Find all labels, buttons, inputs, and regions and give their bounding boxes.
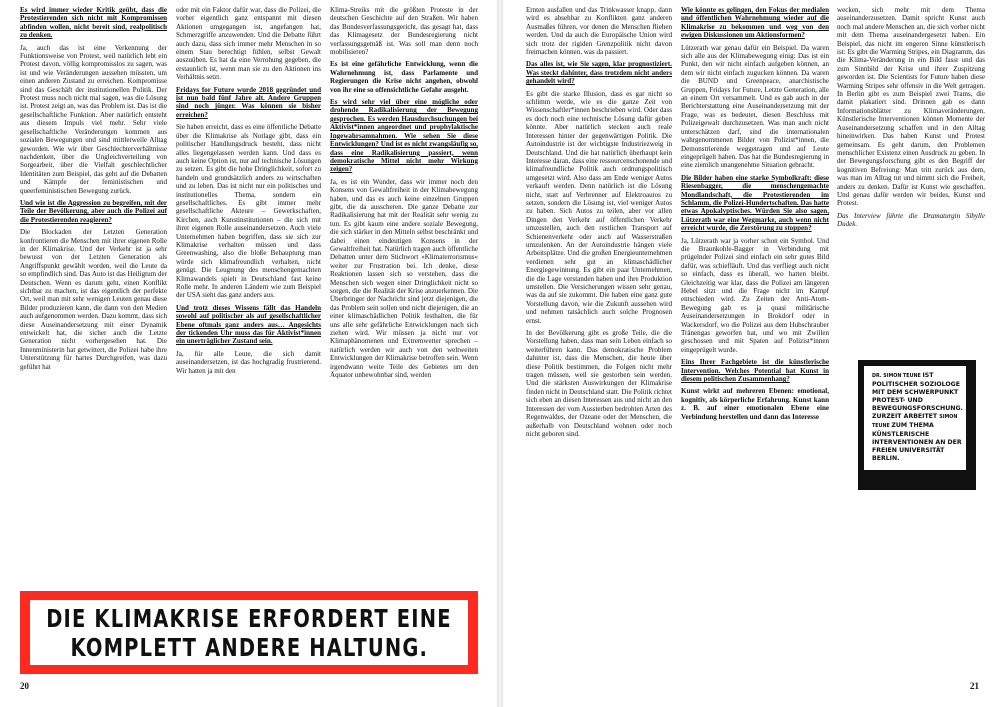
- interview-question: Eins Ihrer Fachgebiete ist die künstlerische Intervention. Welches Potential hat Kunst in diesem politischen Zusammenhang?: [681, 358, 829, 384]
- interview-answer: Ernten ausfallen und das Trinkwasser knapp, dann wird es absehbar zu Konflikten ganz anderen Ausmaßes führen, vor denen die Menschen fliehen werden. Und da auch die Europäische Union wird sich trotz der rigiden Grenzpolitik nicht davon freimachen können, was da passiert.: [526, 6, 672, 57]
- interview-answer: In der Bevölkerung gibt es große Teile, die die Vorstellung haben, dass man sein Leben einfach so weiterführen kann. Das demokratische Problem dahinter ist, dass die Menschen, die heute über diese Politik bestimmen, die Folgen nicht mehr tragen müssen, weil sie gestorben sein werden. Und die stärksten Auswirkungen der Klimakrise finden nicht in Deutschland statt. Die Politik richtet sich eben an diesen Interessen aus und nicht an den Interessen der vom Aussterben bedrohten Arten des Regenwaldes, der Ozeane oder der Menschen, die außerhalb von Deutschland wohnen oder noch nicht geboren sind.: [526, 329, 672, 438]
- right-column-2: [681, 6, 829, 696]
- pull-quote-banner: [20, 591, 478, 674]
- interview-answer: Sie haben erreicht, dass es eine öffentliche Debatte über die Klimakrise als Notlage gibt, dass ein politischer Handlungsdruck besteht, dass nicht alles liegengelassen werden kann. Und dass es auch keine Option ist, nur auf technische Lösungen zu setzen. Es gibt die hohe Dringlichkeit, sofort zu handeln und grundsätzlich anders zu wirtschaften und zu leben. Das ist nicht nur ein politisches und institutionelles Thema, sondern ein gesellschaftliches. Es gibt immer mehr gesellschaftliche Akteure – Gewerkschaften, Kirchen, auch Kunstinstitutionen – die sich mit ihrer eigenen Rolle auseinandersetzen. Auch viele Unternehmen haben begriffen, dass sie sich zur Klimakrise verhalten müssen und dass Greenwashing, also die bloße Behauptung man würde sich klimafreundlich verhalten, nicht genügt. Die Leugnung des menschengemachten Klimawandels spielt in Deutschland fast keine Rolle mehr. In anderen Ländern wie zum Beispiel der USA sieht das ganz anders aus.: [176, 123, 321, 300]
- interview-answer: Lützerath war genau dafür ein Beispiel. Da waren sich alle aus der Klimabewegung einig: Das ist ein Punkt, den wir nicht einfach aufgeben können, an dem wir nicht einfach zugucken können. Da waren die BUND und Greenpeace, anarchistische Gruppen, Fridays for Future, Letzte Generation, alle an einem Ort versammelt. Und es gab auch in der Berichterstattung eine Auseinandersetzung mit der Frage, was es bedeutet, diesen Beschluss mit Polizeigewalt durchzusetzen. Was man auch nicht unterschätzen darf, sind die internationalen wahrgenommenen Bilder von Polizist*innen, die Demonstrierende weggetragen und auf Leute eingeprügelt haben. Das hat die Bundesregierung in eine ziemlich unangenehme Situation gebracht.: [681, 43, 829, 170]
- author-bio-box: [858, 360, 976, 490]
- interview-answer: Ja, für alle Leute, die sich damit auseinandersetzen, ist das hochgradig frustrierend. Wir hatten ja mit den: [176, 349, 321, 375]
- right-column-1: [526, 6, 672, 696]
- interview-question: Fridays for Future wurde 2018 gegründet und ist nun bald fünf Jahre alt. Andere Gruppen sind noch jünger. Was können sie bisher erreichen?: [176, 85, 321, 119]
- page-number-left: 20: [20, 681, 29, 691]
- interview-answer: wecken, sich mehr mit dem Thema auseinanderzusetzen. Damit spricht Kunst auch noch mal andere Menschen an, die sich vorher nicht mit dem Thema auseinandergesetzt haben. Ein Beispiel, das nicht im engeren Sinne künstlerisch ist: Es gibt die Warming Stripes, ein Diagramm, das die Klima-Veränderung in ein Bild fasst und das zum Sinnbild der Krise und ihrer Zuspitzung geworden ist. Die Scientists for Future haben diese Warming Stripes sehr offensiv in die Welt getragen. In Berlin gibt es zum Beispiel zwei Trams, die damit plakatiert sind. Drinnen gab es dann Informationsblätter zu Klimaveränderungen. Künstlerische Interventionen können Momente der Auseinandersetzung schaffen und in den Alltag hineinwirken. Das haben Kunst und Protest gemeinsam. Es geht darum, den Problemen menschlicher Existenz einen Ausdruck zu geben. In der Bewegungsforschung gibt es den Begriff der kognitiven Befreiung: Man tritt zurück aus dem, was man im Alltag tut und nimmt sich die Freiheit, anders zu denken. Dafür ist Kunst wie geschaffen. Und genau dafür werden wir beides, Kunst und Protest.: [837, 6, 985, 208]
- interview-answer: Die Blockaden der Letzten Generation konfrontieren die Menschen mit ihrer eigenen Rolle in der Klimakrise. Und der Verkehr ist ja sehr bewusst von der Letzten Generation als Angriffspunkt gewählt worden, weil die Leute da so empfindlich sind. Das Auto ist das Heiligtum der Deutschen. Wenn es darum geht, einen Konflikt sichtbar zu machen, ist das eigentlich der perfekte Ort, weil man mit sehr wenigen Leuten genau diese Bilder produzieren kann, die dann von den Medien auch aufgenommen werden. Dazu kommt, dass sich diese Auseinandersetzung mit einer Dynamik entwickelt hat, die sicher auch die Letzte Generation nicht vorhergesehen hat. Die Innenministerin hat getwittert, die Polizei habe ihre Unterstützung für hartes Durchgreifen, was dazu geführt hat: [20, 228, 167, 371]
- page-number-right: 21: [970, 681, 979, 691]
- interview-credit: Das Interview führte die Dramaturgin Sibylle Dudek.: [837, 211, 985, 229]
- interview-answer-highlight: Es ist eine gefährliche Entwicklung, wenn die Wahrnehmung ist, dass Parlamente und Regierungen die Krise nicht angehen, obwohl von ihr eine so offensichtliche Gefahr ausgeht.: [330, 60, 478, 94]
- interview-answer: Klima-Streiks mit die größten Proteste in der deutschen Geschichte auf den Straßen. Wir haben das Bundesverfassungsgericht, das gesagt hat, dass das Klimagesetz der Bundesregierung nicht verfassungsgemäß ist. Was soll man denn noch mobilisieren?: [330, 6, 478, 57]
- interview-question: Wie könnte es gelingen, den Fokus der medialen und öffentlichen Wahrnehmung wieder auf die Klimakrise zu bekommen und weg von den ewigen Diskussionen um Aktionsformen?: [681, 6, 829, 40]
- bio-text-1: IST POLITISCHER SOZIOLOGE MIT DEM SCHWERPUNKT PROTEST- UND BEWEGUNGSFORSCHUNG. ZURZEIT ARBEITET: [872, 372, 963, 420]
- left-column-2: [176, 6, 321, 571]
- pull-quote-line-2: KOMPLETT ANDERE HALTUNG.: [70, 632, 428, 662]
- interview-answer: oder mit ein Faktor dafür war, dass die Polizei, die vorher eigentlich ganz entspannt mit diesen Aktionen umgegangen ist, angefangen hat, Schmerzgriffe anzuwenden. Und die Debatte führt auch dazu, dass sich immer mehr Menschen in so einem Stau berechtigt fühlen, selbst Gewalt auszuüben. Es hat da eine Verrohung gegeben, die erstaunlich ist, wenn man sie zu den Aktionen ins Verhältnis setzt.: [176, 6, 321, 82]
- pull-quote-line-1: DIE KLIMAKRISE ERFORDERT EINE: [46, 603, 452, 633]
- interview-question: Es wird immer wieder Kritik geübt, dass die Protestierenden sich nicht mit Kompromissen abfinden wollen, nicht bereit sind, realpolitisch zu denken.: [20, 6, 167, 40]
- bio-name-2: SIMON TEUNE: [872, 415, 958, 429]
- bio-name: DR. SIMON TEUNE: [872, 374, 923, 379]
- interview-question: Und trotz dieses Wissens fällt das Handeln sowohl auf politischer als auf gesellschaftlicher Ebene oftmals ganz anders aus… Angesichts der tickenden Uhr muss das für Aktivist*innen ein unerträglicher Zustand sein.: [176, 303, 321, 346]
- interview-answer: Ja, auch das ist eine Verkennung der Funktionsweise von Protest, weil natürlich lebt ein Protest davon, völlig kompromisslos zu sagen, was ist und wie Veränderungen aussehen müssten, um einen anderen Zustand zu erreichen. Kompromisse sind das Geschäft der institutionellen Politik. Der Protest muss noch nicht mal sagen, was die Lösung ist. Protest zeigt an, was das Problem ist. Das ist die gesellschaftliche Funktion. Aber natürlich entsteht aus diesem Impuls viel mehr. Sehr viele gesellschaftliche Veränderungen kommen aus sozialen Bewegungen und sind mittlerweile Alltag geworden. Wie wir über Geschlechterverhältnisse nachdenken, über die Ungleichverteilung von Sorgearbeit, über die Vielfalt geschlechtlicher Identitäten zum Beispiel, das geht auf die Debatten und Kämpfe der feministischen und queerfeministischen Bewegung zurück.: [20, 43, 167, 195]
- pull-quote-frame: [30, 600, 468, 665]
- left-column-3: [330, 6, 478, 591]
- interview-question: Die Bilder haben eine starke Symbolkraft: diese Riesenbagger, die menschengemachte Mondlandschaft, die Protestierenden im Schlamm, die Polizei-Hundertschaften. Das hatte etwas Apokalyptisches. Würden Sie also sagen, Lützerath war eine Wegmarke, auch wenn nicht erreicht wurde, die Zerstörung zu stoppen?: [681, 173, 829, 233]
- interview-question: Es wird sehr viel über eine mögliche oder drohende Radikalisierung der Bewegung gesprochen. Es werden Hausdurchsuchungen bei Aktivist*innen angeordnet und prophylaktische Ingewahrsamnahmen. Wie sehen Sie diese Entwicklungen? Und ist es nicht zwangsläufig so, dass eine Radikalisierung passiert, wenn demokratische Mittel nicht mehr Wirkung zeigen?: [330, 98, 478, 174]
- interview-answer: Ja, Lützerath war ja vorher schon ein Symbol. Und die Braunkohle-Bagger in Verbindung mit prügelnder Polizei sind einfach ein sehr gutes Bild dafür, was schiefläuft. Und das verfliegt auch nicht so einfach, dass es überall, wo hatten bleibt. Gleichzeitig war klar, dass die Polizei am längeren Hebel sitzt und die Frage nicht im Kampf entschieden wird. Zu Zeiten der Anti-Atom-Bewegung gab es ja quasi militärische Auseinandersetzungen in Brokdorf oder in Wackersdorf, wo die Polizei aus dem Hubschrauber Tränengas geworfen hat, und wo mit Zwillen geschossen und mit Spaten auf Polizist*innen eingeprügelt wurde.: [681, 236, 829, 354]
- left-page: [0, 0, 497, 707]
- interview-question: Und wie ist die Aggression zu begreifen, mit der Teile der Bevölkerung, aber auch die Polizei auf die Protestierenden reagieren?: [20, 198, 167, 224]
- right-page: [503, 0, 1000, 707]
- bio-text-2: ZUM THEMA KÜNSTLERISCHE INTERVENTIONEN AN DER FREIEN UNIVERSITÄT BERLIN.: [872, 422, 962, 462]
- right-column-3: [837, 6, 985, 346]
- interview-answer-highlight: Kunst wirkt auf mehreren Ebenen: emotional, kognitiv, als körperliche Erfahrung. Kunst kann z. B. auf einer emotionalen Ebene eine Verbindung herstellen und dann das Interesse: [681, 387, 829, 421]
- interview-question: Das alles ist, wie Sie sagen, klar prognostiziert. Was steckt dahinter, dass trotzdem nicht anders gehandelt wird?: [526, 60, 672, 86]
- author-bio: [864, 366, 966, 470]
- interview-answer: Es gibt die starke Illusion, dass es gar nicht so schlimm werde, wie es die ganze Zeit von Wissenschaftler*innen beschrieben wird. Oder dass es doch noch eine technische Lösung dafür geben könnte. Aber natürlich stecken auch reale Interessen hinter der gegenwärtigen Politik. Die Autoindustrie ist der wichtigste Industriezweig in Deutschland. Und die hat natürlich überhaupt kein Interesse daran, dass eine ressourcenschonende und klimafreundliche Politik auch ordnungspolitisch umgesetzt wird. Also dass am Ende weniger Autos verkauft werden. Denn natürlich ist die Lösung nicht, statt auf Verbrenner auf Elektroautos zu setzen, sondern die Lösung ist, viel weniger Autos zu haben. Sich Autos zu teilen, aber vor allen Dingen den Verkehr auf öffentlichen Verkehr umzustellen, auch den restlichen Transport auf Schienenverkehr oder auch auf Wasserstraßen umzulenken. An der Autoindustrie hängen viele Arbeitsplätze. Und die großen Energieunternehmen verdienen sehr gut an klimaschädlicher Energiegewinnung. Es gibt ein paar Unternehmen, die die Lage verstanden haben und ihre Produktion umstellen. Die Versicherungen wissen sehr genau, was da auf sie zukommt. Die haben eine ganz gute Vorstellung davon, wie die Zukunft aussehen wird und nehmen tatsächlich auch solche Prognosen ernst.: [526, 89, 672, 325]
- interview-answer: Ja, es ist ein Wunder, dass wir immer noch den Konsens von Gewaltfreiheit in der Klimabewegung haben, und das es auch keine einzelnen Gruppen gibt, die da ausscheren. Die ganze Debatte zur Radikalisierung hat mit der Realität sehr wenig zu tun. Es gibt kaum eine andere soziale Bewegung, die sich stärker in den Mitteln selbst beschränkt und dabei einen eindeutigen Konsens in der Gewaltfreiheit hat. Natürlich tragen auch öffentliche Debatten unter dem Stichwort »Klimaterrorismus« weiter zur Frustration bei. Ich denke, diese Reaktionen lassen sich so verstehen, dass die Menschen sich wegen einer Dringlichkeit nicht so sorgen, die die Realität der Krise anzuerkennen. Die Überbringer der Nachricht sind jetzt diejenigen, die das Problem sein sollen und nicht diejenigen, die an einer klimaschädlichen Politik festhalten, die für uns alle sehr gefährliche Entwicklungen nach sich ziehen wird. Wir müssen ja nicht nur vor Klimaphänomenen und Extremwetter sprechen – natürlich werden wir auch von den weltweiten Entwicklungen der Klimakrise betroffen sein. Wenn irgendwann weite Teile des Gebietes um den Äquator unbewohnbar sind, werden: [330, 177, 478, 380]
- left-column-1: [20, 6, 167, 586]
